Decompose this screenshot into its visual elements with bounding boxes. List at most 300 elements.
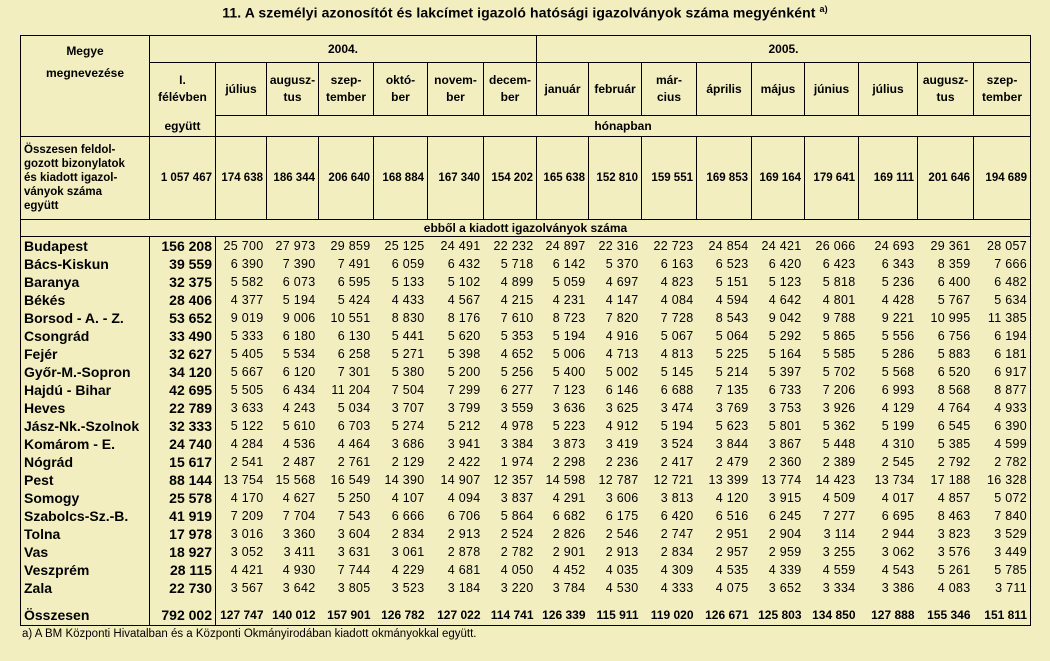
month-value: 4 559 — [822, 563, 856, 577]
month-value: 7 491 — [337, 257, 371, 271]
month-value: 4 642 — [768, 293, 802, 307]
month-value: 7 277 — [822, 509, 856, 523]
processed-total-label: Összesen feldol- gozott bizonylatok és kiadott igazol- ványok száma együtt — [21, 137, 150, 220]
month-value: 12 787 — [598, 473, 639, 487]
month-value: 29 859 — [330, 239, 371, 253]
month-value: 5 214 — [715, 365, 749, 379]
month-value: 6 545 — [937, 419, 971, 433]
month-value: 26 066 — [815, 239, 856, 253]
month-value: 4 035 — [605, 563, 639, 577]
month-value: 3 419 — [605, 437, 639, 451]
month-value: 4 170 — [230, 491, 264, 505]
month-value: 3 636 — [552, 401, 586, 415]
processed-total-value: 154 202 — [484, 137, 537, 220]
honapban-header: hónapban — [216, 116, 1031, 137]
month-value: 29 361 — [930, 239, 971, 253]
month-value: 4 916 — [605, 329, 639, 343]
month-value: 6 400 — [937, 275, 971, 289]
month-value: 127 022 — [428, 605, 484, 626]
month-header: január — [537, 63, 589, 116]
month-value: 127 747 — [216, 605, 267, 626]
month-value: 157 901 — [319, 605, 374, 626]
month-value: 11 385 — [974, 309, 1031, 327]
month-value: 5 505 — [230, 383, 264, 397]
month-value: 7 744 — [337, 563, 371, 577]
month-value: 2 913 — [447, 527, 481, 541]
county-row — [21, 435, 1031, 453]
county-row — [21, 345, 1031, 363]
month-value: 2 541 — [230, 455, 264, 469]
month-value: 6 756 — [937, 329, 971, 343]
month-value: 5 274 — [391, 419, 425, 433]
county-name: Borsod - A. - Z. — [21, 309, 150, 327]
page-title: 11. A személyi azonosítót és lakcímet igazoló hatósági igazolványok száma megyénként $^{a)}$ — [222, 4, 828, 21]
month-value: 6 482 — [974, 273, 1031, 291]
month-value: 6 194 — [974, 327, 1031, 345]
month-value: 4 652 — [500, 347, 534, 361]
county-row — [21, 471, 1031, 489]
month-value: 125 803 — [752, 605, 805, 626]
month-value: 5 212 — [447, 419, 481, 433]
month-value: 126 339 — [537, 605, 589, 626]
month-value: 114 741 — [484, 605, 537, 626]
month-value: 6 258 — [337, 347, 371, 361]
year-2004-header: 2004. — [150, 36, 537, 63]
month-value: 3 823 — [937, 527, 971, 541]
month-value: 4 452 — [552, 563, 586, 577]
month-value: 4 421 — [230, 563, 264, 577]
month-value: 5 292 — [768, 329, 802, 343]
month-value: 119 020 — [642, 605, 697, 626]
month-value: 3 606 — [605, 491, 639, 505]
month-value: 3 799 — [447, 401, 481, 415]
month-value: 3 062 — [881, 545, 915, 559]
county-row — [21, 255, 1031, 273]
first-half-value: 792 002 — [150, 605, 216, 626]
month-value: 3 474 — [660, 401, 694, 415]
month-value: 2 957 — [715, 545, 749, 559]
month-value: 4 284 — [230, 437, 264, 451]
month-value: 3 769 — [715, 401, 749, 415]
month-value: 3 873 — [552, 437, 586, 451]
month-value: 6 420 — [768, 257, 802, 271]
county-name: Csongrád — [21, 327, 150, 345]
first-half-value: 32 375 — [150, 273, 216, 291]
month-value: 2 747 — [660, 527, 694, 541]
month-value: 4 215 — [500, 293, 534, 307]
month-value: 9 006 — [282, 311, 316, 325]
month-value: 2 360 — [768, 455, 802, 469]
month-value: 5 424 — [337, 293, 371, 307]
month-value: 3 559 — [500, 401, 534, 415]
month-value: 3 625 — [605, 401, 639, 415]
month-value: 4 050 — [500, 563, 534, 577]
county-row — [21, 309, 1031, 327]
month-value: 4 933 — [974, 399, 1031, 417]
month-value: 4 083 — [937, 581, 971, 595]
month-value: 2 487 — [282, 455, 316, 469]
first-half-value: 22 730 — [150, 579, 216, 597]
month-value: 4 567 — [447, 293, 481, 307]
county-name: Baranya — [21, 273, 150, 291]
month-value: 5 271 — [391, 347, 425, 361]
month-header: április — [697, 63, 752, 116]
month-value: 3 386 — [881, 581, 915, 595]
month-value: 7 209 — [230, 509, 264, 523]
county-name: Nógrád — [21, 453, 150, 471]
month-value: 8 830 — [391, 311, 425, 325]
year-2005-header: 2005. — [537, 36, 1031, 63]
month-value: 4 433 — [391, 293, 425, 307]
month-value: 4 243 — [282, 401, 316, 415]
month-header: augusz- tus — [918, 63, 974, 116]
first-half-value: 15 617 — [150, 453, 216, 471]
month-value: 5 059 — [552, 275, 586, 289]
unit-header-row — [21, 116, 1031, 137]
month-value: 2 422 — [447, 455, 481, 469]
first-half-value: 28 406 — [150, 291, 216, 309]
month-value: 2 913 — [605, 545, 639, 559]
month-value: 4 823 — [660, 275, 694, 289]
month-value: 9 019 — [230, 311, 264, 325]
month-value: 5 286 — [881, 347, 915, 361]
month-value: 4 084 — [660, 293, 694, 307]
processed-total-row — [21, 137, 1031, 220]
month-value: 6 516 — [715, 509, 749, 523]
month-value: 5 122 — [230, 419, 264, 433]
month-value: 7 820 — [605, 311, 639, 325]
month-value: 6 733 — [768, 383, 802, 397]
month-value: 4 627 — [282, 491, 316, 505]
month-value: 5 194 — [282, 293, 316, 307]
month-value: 134 850 — [805, 605, 859, 626]
month-value: 7 666 — [974, 255, 1031, 273]
month-value: 3 016 — [230, 527, 264, 541]
month-value: 3 844 — [715, 437, 749, 451]
month-value: 2 236 — [605, 455, 639, 469]
month-value: 5 353 — [500, 329, 534, 343]
month-value: 6 666 — [391, 509, 425, 523]
month-value: 5 194 — [552, 329, 586, 343]
month-value: 16 549 — [330, 473, 371, 487]
month-value: 2 826 — [552, 527, 586, 541]
month-value: 5 610 — [282, 419, 316, 433]
month-value: 8 568 — [937, 383, 971, 397]
month-value: 4 899 — [500, 275, 534, 289]
month-value: 4 464 — [337, 437, 371, 451]
month-value: 5 400 — [552, 365, 586, 379]
month-value: 4 813 — [660, 347, 694, 361]
month-value: 126 782 — [374, 605, 428, 626]
month-value: 7 504 — [391, 383, 425, 397]
month-value: 6 130 — [337, 329, 371, 343]
month-value: 6 073 — [282, 275, 316, 289]
processed-total-value: 201 646 — [918, 137, 974, 220]
month-value: 3 633 — [230, 401, 264, 415]
month-value: 9 221 — [881, 311, 915, 325]
statistics-table — [20, 35, 1031, 626]
month-value: 3 576 — [937, 545, 971, 559]
processed-total-value: 194 689 — [974, 137, 1031, 220]
spacer-row — [21, 597, 1031, 605]
month-value: 4 229 — [391, 563, 425, 577]
month-value: 10 995 — [930, 311, 971, 325]
month-value: 6 688 — [660, 383, 694, 397]
month-value: 4 107 — [391, 491, 425, 505]
county-row — [21, 525, 1031, 543]
month-value: 5 556 — [881, 329, 915, 343]
month-value: 4 543 — [881, 563, 915, 577]
month-value: 3 686 — [391, 437, 425, 451]
month-value: 4 912 — [605, 419, 639, 433]
month-header: február — [589, 63, 642, 116]
month-value: 6 180 — [282, 329, 316, 343]
month-value: 24 854 — [708, 239, 749, 253]
month-value: 9 042 — [768, 311, 802, 325]
month-value: 5 225 — [715, 347, 749, 361]
month-value: 4 857 — [937, 491, 971, 505]
month-value: 7 728 — [660, 311, 694, 325]
month-value: 3 052 — [230, 545, 264, 559]
month-value: 7 135 — [715, 383, 749, 397]
month-value: 3 255 — [822, 545, 856, 559]
footnote: a) A BM Központi Hivatalban és a Központi Okmányirodában kiadott okmányokkal együtt. — [22, 628, 477, 640]
month-value: 5 582 — [230, 275, 264, 289]
month-value: 4 339 — [768, 563, 802, 577]
month-value: 3 567 — [230, 581, 264, 595]
month-value: 5 194 — [660, 419, 694, 433]
month-value: 6 682 — [552, 509, 586, 523]
month-value: 3 523 — [391, 581, 425, 595]
month-value: 4 120 — [715, 491, 749, 505]
county-name: Összesen — [21, 605, 150, 626]
county-name: Hajdú - Bihar — [21, 381, 150, 399]
processed-total-value: 168 884 — [374, 137, 428, 220]
month-value: 5 702 — [822, 365, 856, 379]
month-value: 5 397 — [768, 365, 802, 379]
month-value: 4 428 — [881, 293, 915, 307]
month-value: 8 877 — [974, 381, 1031, 399]
county-name: Fejér — [21, 345, 150, 363]
month-value: 8 359 — [937, 257, 971, 271]
month-value: 7 299 — [447, 383, 481, 397]
first-half-value: 41 919 — [150, 507, 216, 525]
month-value: 7 301 — [337, 365, 371, 379]
month-value: 6 523 — [715, 257, 749, 271]
processed-total-value: 169 111 — [859, 137, 918, 220]
month-value: 3 652 — [768, 581, 802, 595]
month-value: 3 604 — [337, 527, 371, 541]
month-value: 4 599 — [974, 435, 1031, 453]
month-value: 3 784 — [552, 581, 586, 595]
month-value: 3 411 — [283, 545, 316, 559]
month-value: 24 491 — [440, 239, 481, 253]
month-value: 3 220 — [500, 581, 534, 595]
month-value: 4 310 — [881, 437, 915, 451]
month-value: 5 370 — [605, 257, 639, 271]
subheader-row — [21, 220, 1031, 237]
month-value: 4 309 — [660, 563, 694, 577]
month-value: 6 703 — [337, 419, 371, 433]
month-value: 3 524 — [660, 437, 694, 451]
county-name: Heves — [21, 399, 150, 417]
month-value: 3 753 — [768, 401, 802, 415]
month-value: 2 782 — [974, 453, 1031, 471]
month-value: 4 075 — [715, 581, 749, 595]
title-footnote-mark: a) — [819, 4, 828, 14]
month-value: 2 959 — [768, 545, 802, 559]
month-value: 7 123 — [552, 383, 586, 397]
county-header: Megye megnevezése — [21, 36, 150, 137]
month-value: 14 907 — [440, 473, 481, 487]
month-value: 6 175 — [605, 509, 639, 523]
month-value: 2 904 — [768, 527, 802, 541]
month-value: 5 865 — [822, 329, 856, 343]
month-value: 6 390 — [974, 417, 1031, 435]
month-value: 127 888 — [859, 605, 918, 626]
month-value: 6 343 — [881, 257, 915, 271]
month-value: 5 236 — [881, 275, 915, 289]
month-value: 4 017 — [881, 491, 915, 505]
month-value: 6 695 — [881, 509, 915, 523]
month-value: 6 595 — [337, 275, 371, 289]
month-value: 5 785 — [974, 561, 1031, 579]
first-half-value: 39 559 — [150, 255, 216, 273]
processed-total-value: 186 344 — [267, 137, 319, 220]
first-half-value: 24 740 — [150, 435, 216, 453]
month-value: 115 911 — [589, 605, 642, 626]
month-value: 4 801 — [822, 293, 856, 307]
month-value: 5 718 — [500, 257, 534, 271]
month-value: 6 390 — [230, 257, 264, 271]
month-value: 1 974 — [500, 455, 534, 469]
month-value: 13 774 — [761, 473, 802, 487]
month-value: 3 867 — [768, 437, 802, 451]
month-value: 2 834 — [660, 545, 694, 559]
first-half-value: 42 695 — [150, 381, 216, 399]
month-value: 4 535 — [715, 563, 749, 577]
month-value: 6 245 — [768, 509, 802, 523]
month-value: 5 333 — [230, 329, 264, 343]
month-value: 4 697 — [605, 275, 639, 289]
month-value: 9 788 — [822, 311, 856, 325]
month-value: 5 006 — [552, 347, 586, 361]
total-row — [21, 605, 1031, 626]
month-value: 2 901 — [552, 545, 586, 559]
subheader: ebből a kiadott igazolványok száma — [21, 220, 1031, 237]
month-value: 5 102 — [447, 275, 481, 289]
month-value: 2 951 — [715, 527, 749, 541]
first-half-header: I. félévben — [150, 63, 216, 116]
month-value: 6 520 — [937, 365, 971, 379]
month-value: 2 524 — [500, 527, 534, 541]
month-value: 4 509 — [822, 491, 856, 505]
county-name: Bács-Kiskun — [21, 255, 150, 273]
month-value: 4 129 — [881, 401, 915, 415]
county-name: Jász-Nk.-Szolnok — [21, 417, 150, 435]
first-half-value: 28 115 — [150, 561, 216, 579]
month-value: 2 389 — [822, 455, 856, 469]
month-value: 4 594 — [715, 293, 749, 307]
month-value: 155 346 — [918, 605, 974, 626]
processed-total-value: 169 164 — [752, 137, 805, 220]
month-value: 7 390 — [282, 257, 316, 271]
processed-total-value: 206 640 — [319, 137, 374, 220]
month-value: 7 206 — [822, 383, 856, 397]
month-header: szep- tember — [319, 63, 374, 116]
month-header: május — [752, 63, 805, 116]
county-row — [21, 507, 1031, 525]
month-value: 2 834 — [391, 527, 425, 541]
year-header-row — [21, 36, 1031, 63]
county-row — [21, 417, 1031, 435]
month-value: 5 568 — [881, 365, 915, 379]
month-value: 5 261 — [937, 563, 971, 577]
county-name: Veszprém — [21, 561, 150, 579]
month-value: 2 546 — [605, 527, 639, 541]
month-value: 13 734 — [874, 473, 915, 487]
county-row — [21, 363, 1031, 381]
month-value: 4 291 — [552, 491, 586, 505]
month-value: 5 123 — [768, 275, 802, 289]
month-value: 25 700 — [223, 239, 264, 253]
month-header: októ- ber — [374, 63, 428, 116]
month-value: 3 360 — [282, 527, 316, 541]
month-value: 27 973 — [275, 239, 316, 253]
county-row — [21, 273, 1031, 291]
month-value: 2 298 — [552, 455, 586, 469]
month-value: 16 328 — [974, 471, 1031, 489]
month-value: 2 417 — [660, 455, 694, 469]
first-half-value: 32 627 — [150, 345, 216, 363]
month-value: 5 072 — [974, 489, 1031, 507]
month-value: 5 441 — [391, 329, 425, 343]
month-value: 5 362 — [822, 419, 856, 433]
month-value: 2 782 — [500, 545, 534, 559]
month-value: 3 384 — [500, 437, 534, 451]
first-half-value: 17 978 — [150, 525, 216, 543]
month-value: 6 706 — [447, 509, 481, 523]
month-value: 5 818 — [822, 275, 856, 289]
month-value: 3 915 — [768, 491, 802, 505]
month-value: 4 764 — [937, 401, 971, 415]
month-value: 5 534 — [282, 347, 316, 361]
month-header-row — [21, 63, 1031, 116]
first-half-value: 88 144 — [150, 471, 216, 489]
month-value: 6 423 — [822, 257, 856, 271]
county-row — [21, 561, 1031, 579]
month-value: 6 146 — [605, 383, 639, 397]
month-value: 5 199 — [881, 419, 915, 433]
month-value: 22 316 — [598, 239, 639, 253]
month-value: 4 536 — [282, 437, 316, 451]
month-value: 3 184 — [447, 581, 481, 595]
processed-total-value: 179 641 — [805, 137, 859, 220]
month-value: 22 232 — [493, 239, 534, 253]
month-value: 8 176 — [447, 311, 481, 325]
month-value: 6 277 — [500, 383, 534, 397]
county-row — [21, 489, 1031, 507]
first-half-value: 34 120 — [150, 363, 216, 381]
month-header: július — [216, 63, 267, 116]
month-value: 5 398 — [447, 347, 481, 361]
month-value: 7 543 — [337, 509, 371, 523]
month-value: 3 837 — [500, 491, 534, 505]
month-value: 10 551 — [330, 311, 371, 325]
month-value: 4 333 — [660, 581, 694, 595]
month-value: 3 805 — [337, 581, 371, 595]
month-value: 15 568 — [275, 473, 316, 487]
